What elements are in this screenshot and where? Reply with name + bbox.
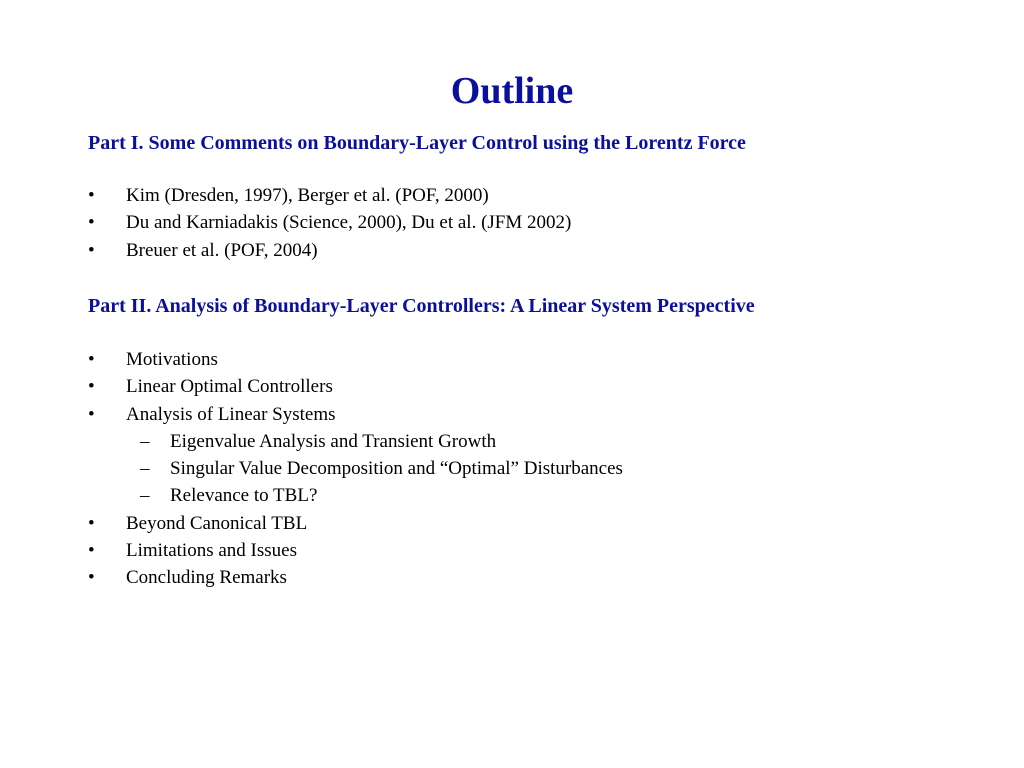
bullet-icon: • xyxy=(88,185,95,206)
list-item-text: Analysis of Linear Systems xyxy=(126,403,336,425)
bullet-icon: • xyxy=(88,349,95,370)
part-two-heading: Part II. Analysis of Boundary-Layer Controllers: A Linear System Perspective xyxy=(88,295,755,317)
list-item-text: Limitations and Issues xyxy=(126,540,297,562)
list-item-text: Concluding Remarks xyxy=(126,567,287,589)
bullet-icon: • xyxy=(88,403,95,425)
dash-icon: – xyxy=(140,430,150,452)
list-item-text: Beyond Canonical TBL xyxy=(126,512,308,534)
list-item-text: Linear Optimal Controllers xyxy=(126,376,333,398)
bullet-icon: • xyxy=(88,512,95,534)
dash-icon: – xyxy=(140,485,150,507)
sub-list-item-text: Singular Value Decomposition and “Optimal” Disturbances xyxy=(170,458,623,480)
sub-list-item-text: Eigenvalue Analysis and Transient Growth xyxy=(170,430,497,452)
bullet-icon: • xyxy=(88,212,95,234)
bullet-icon: • xyxy=(88,376,95,398)
bullet-icon: • xyxy=(88,239,95,261)
dash-icon: – xyxy=(140,458,150,480)
part-one-heading: Part I. Some Comments on Boundary-Layer Control using the Lorentz Force xyxy=(88,132,746,154)
sub-list-item-text: Relevance to TBL? xyxy=(170,485,318,507)
list-item-text: Breuer et al. (POF, 2004) xyxy=(126,239,318,261)
list-item-text: Kim (Dresden, 1997), Berger et al. (POF, 2000) xyxy=(126,185,489,206)
list-item-text: Motivations xyxy=(126,349,218,370)
bullet-icon: • xyxy=(88,567,95,589)
slide-title: Outline xyxy=(450,70,574,112)
bullet-icon: • xyxy=(88,540,95,562)
list-item-text: Du and Karniadakis (Science, 2000), Du et al. (JFM 2002) xyxy=(126,212,572,234)
